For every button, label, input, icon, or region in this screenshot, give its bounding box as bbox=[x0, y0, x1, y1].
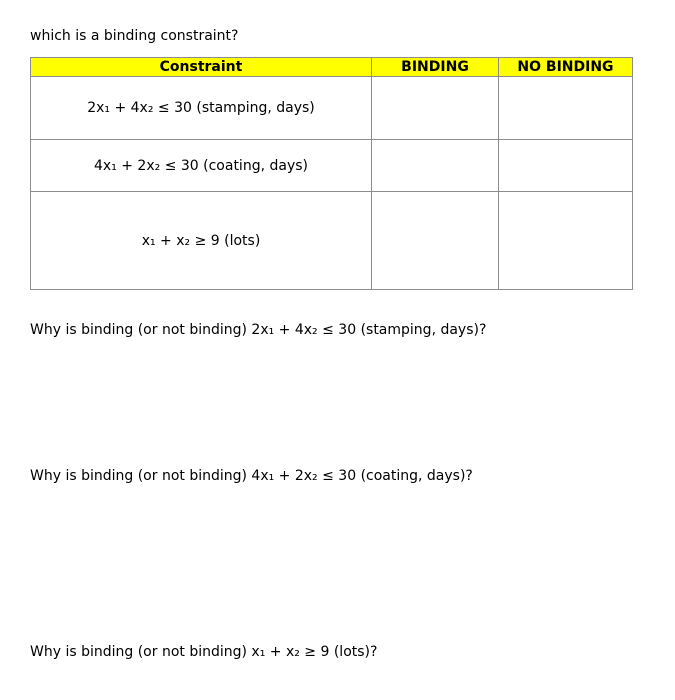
binding-cell-coating[interactable] bbox=[372, 140, 499, 192]
question-coating: Why is binding (or not binding) 4x₁ + 2x₂ ≤ 30 (coating, days)? bbox=[30, 468, 473, 484]
question-stamping: Why is binding (or not binding) 2x₁ + 4x₂ ≤ 30 (stamping, days)? bbox=[30, 322, 487, 338]
no-binding-cell-stamping[interactable] bbox=[499, 77, 633, 140]
constraint-stamping: 2x₁ + 4x₂ ≤ 30 (stamping, days) bbox=[31, 77, 372, 140]
table-row bbox=[31, 140, 633, 192]
intro-question: which is a binding constraint? bbox=[30, 28, 239, 44]
table-row bbox=[31, 77, 633, 140]
binding-cell-stamping[interactable] bbox=[372, 77, 499, 140]
no-binding-cell-lots[interactable] bbox=[499, 192, 633, 290]
no-binding-cell-coating[interactable] bbox=[499, 140, 633, 192]
table-header-row bbox=[31, 58, 633, 77]
table-row bbox=[31, 192, 633, 290]
header-binding: BINDING bbox=[372, 58, 499, 77]
question-lots: Why is binding (or not binding) x₁ + x₂ ≥ 9 (lots)? bbox=[30, 644, 378, 660]
constraint-coating: 4x₁ + 2x₂ ≤ 30 (coating, days) bbox=[31, 140, 372, 192]
constraint-lots: x₁ + x₂ ≥ 9 (lots) bbox=[31, 192, 372, 290]
binding-cell-lots[interactable] bbox=[372, 192, 499, 290]
header-no-binding: NO BINDING bbox=[499, 58, 633, 77]
header-constraint: Constraint bbox=[31, 58, 372, 77]
constraint-table bbox=[30, 57, 633, 290]
